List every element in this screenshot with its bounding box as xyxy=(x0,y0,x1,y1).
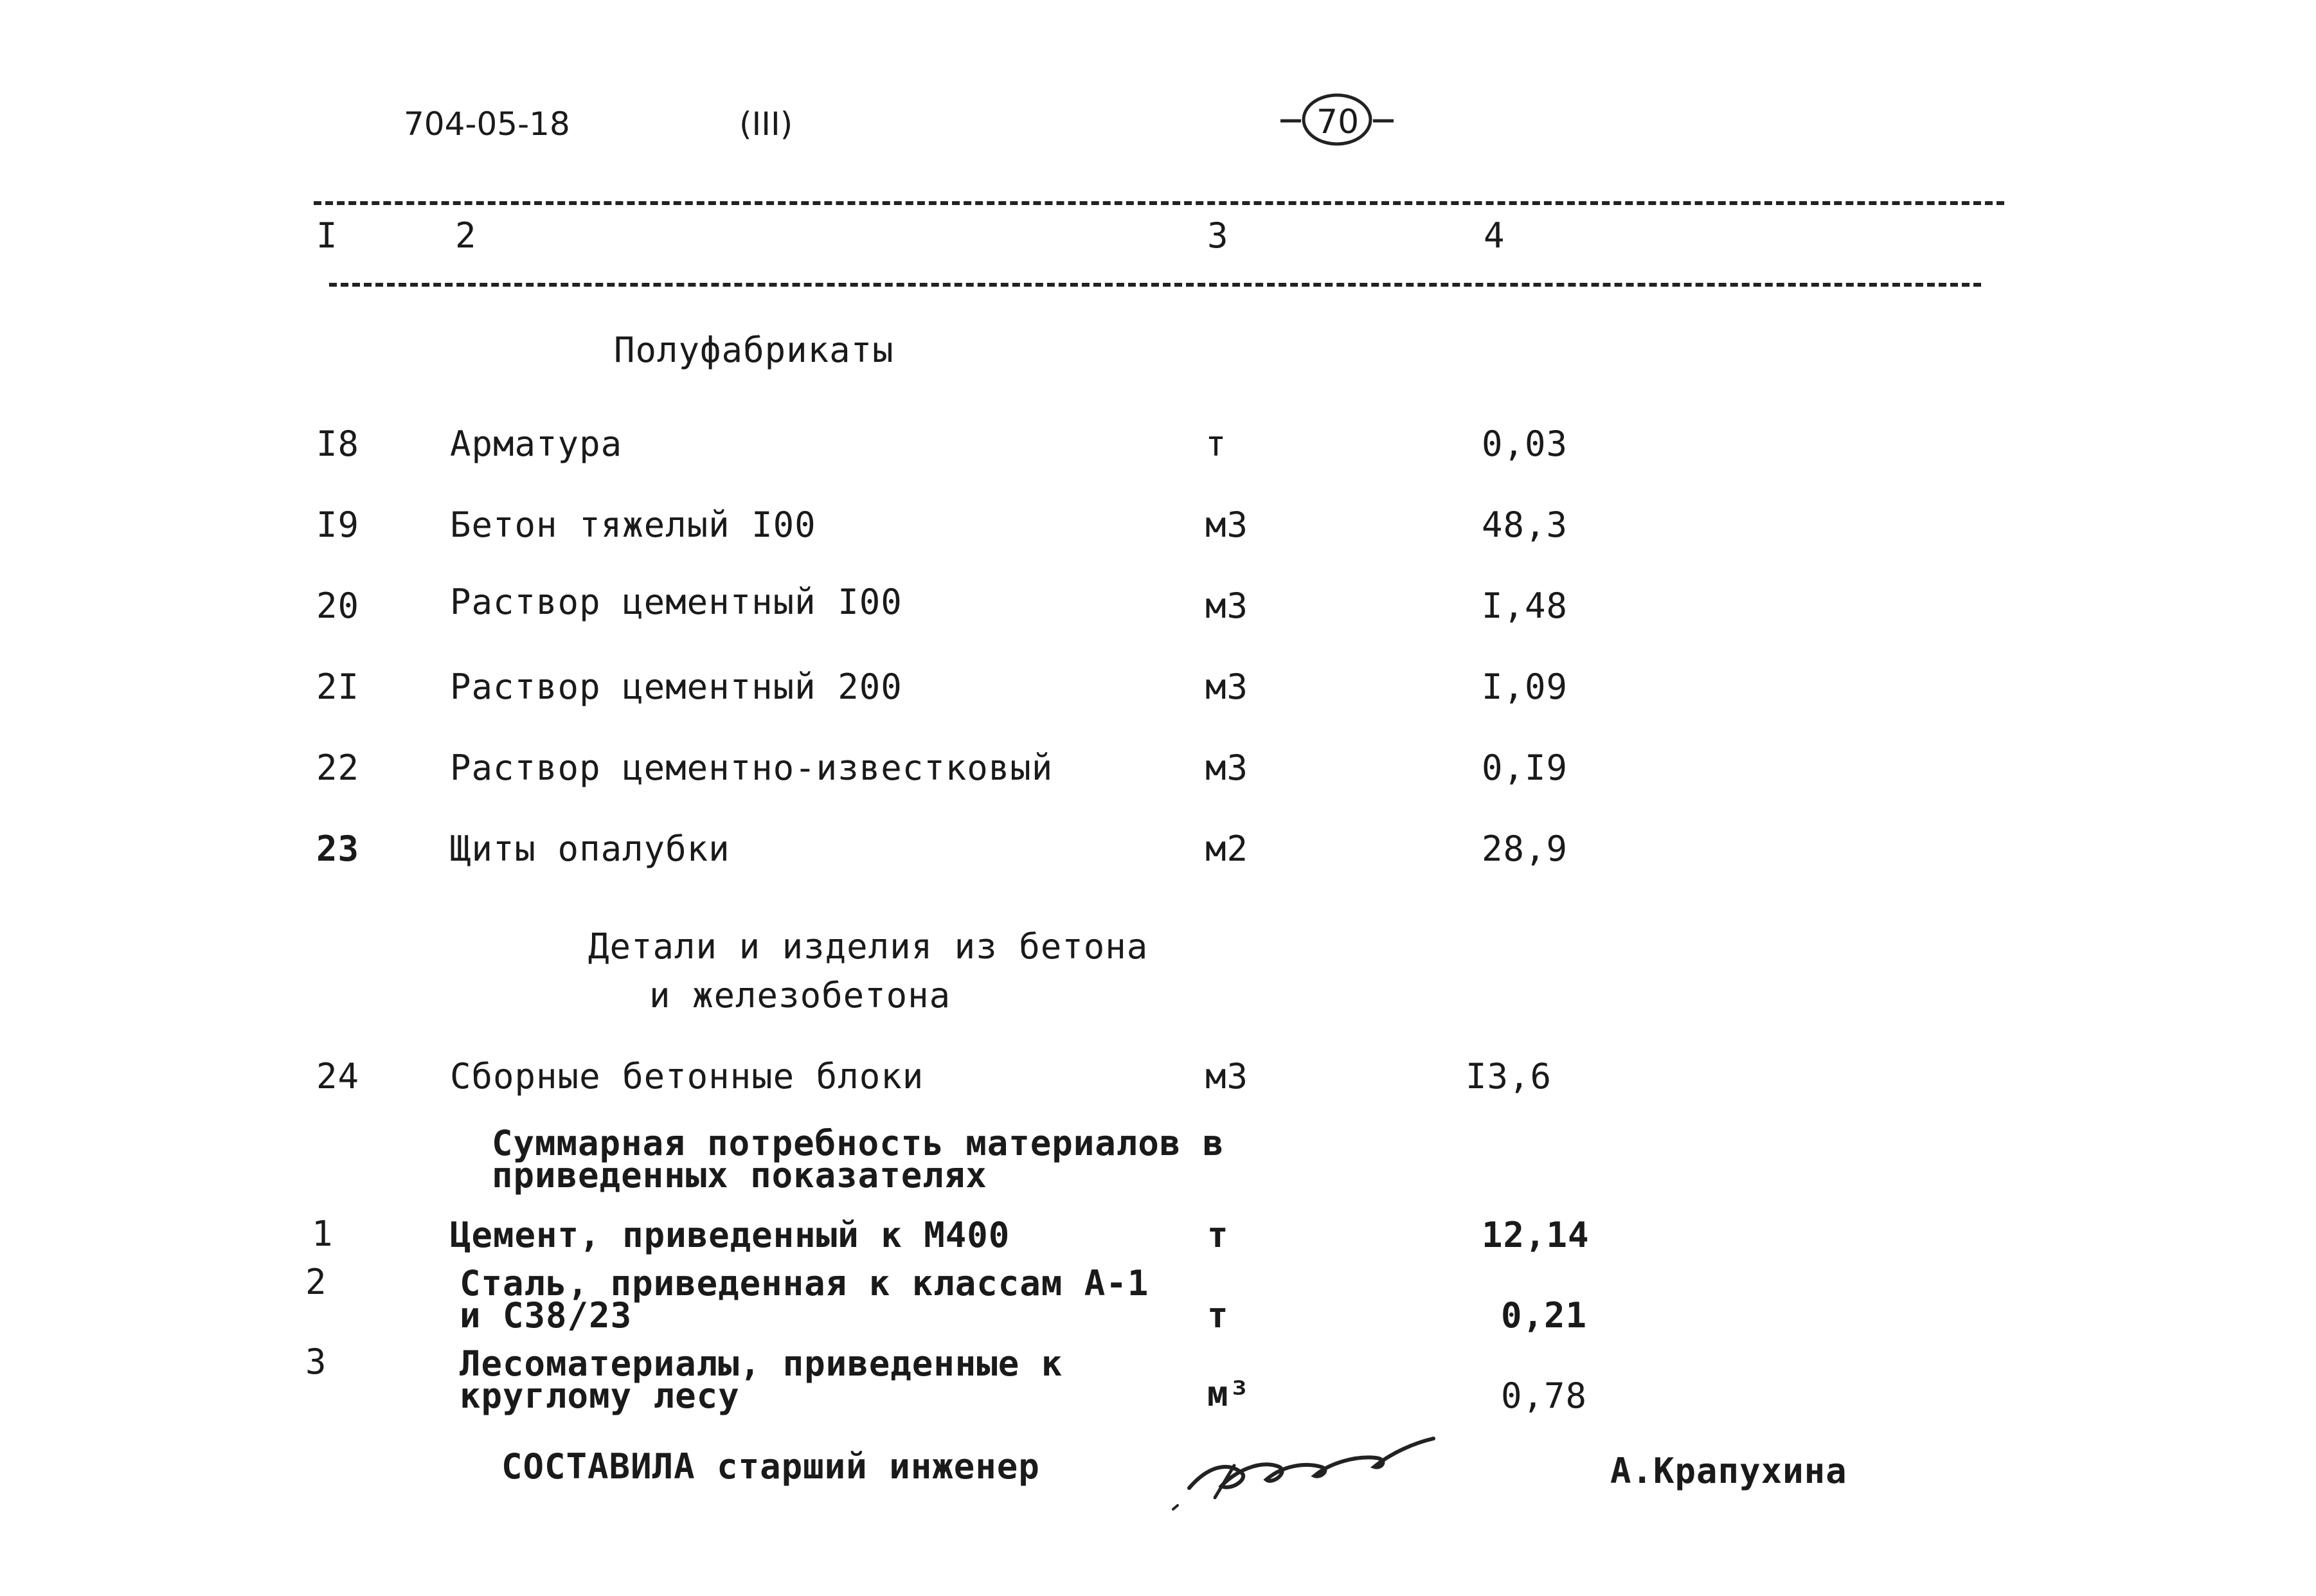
signature-scribble-icon xyxy=(1170,1427,1440,1517)
row-number: 23 xyxy=(316,829,360,869)
summary-row-unit: м³ xyxy=(1207,1374,1251,1414)
summary-row-number: 1 xyxy=(312,1214,334,1254)
summary-row-name-line1: Лесоматериалы, приведенные к xyxy=(460,1343,1063,1384)
summary-row-value: 0,21 xyxy=(1501,1295,1588,1336)
row-number: 2I xyxy=(316,667,360,707)
page-number xyxy=(1279,90,1408,157)
row-value: 48,3 xyxy=(1482,505,1568,545)
row-unit: м3 xyxy=(1205,505,1249,545)
signer-name: А.Крапухина xyxy=(1610,1451,1847,1491)
section-title-concrete-line1: Детали и изделия из бетона xyxy=(588,926,1149,967)
summary-row-unit: т xyxy=(1207,1215,1229,1255)
summary-row-value: 12,14 xyxy=(1482,1215,1590,1255)
header-bottom-rule xyxy=(329,283,1981,287)
row-value: I,09 xyxy=(1482,667,1568,707)
row-unit: м3 xyxy=(1205,1056,1249,1097)
row-value: I,48 xyxy=(1482,586,1568,626)
summary-row-name-line2: круглому лесу xyxy=(460,1376,740,1416)
row-name: Сборные бетонные блоки xyxy=(450,1056,924,1097)
summary-row-value: 0,78 xyxy=(1501,1376,1588,1416)
summary-title-line1: Суммарная потребность материалов в xyxy=(492,1123,1225,1163)
row-name: Арматура xyxy=(450,424,623,464)
row-number: 24 xyxy=(316,1056,360,1097)
row-name: Щиты опалубки xyxy=(450,829,730,869)
summary-row-unit: т xyxy=(1207,1295,1229,1336)
column-header-1: I xyxy=(316,215,338,256)
row-name: Раствор цементный I00 xyxy=(450,582,902,622)
column-header-2: 2 xyxy=(455,215,477,256)
page-number-text: 70 xyxy=(1316,103,1360,141)
row-name: Раствор цементный 200 xyxy=(450,667,902,707)
row-number: 22 xyxy=(316,748,360,788)
summary-row-name-line1: Сталь, приведенная к классам А-1 xyxy=(460,1263,1149,1304)
handwritten-signature xyxy=(1170,1427,1440,1520)
row-unit: м2 xyxy=(1205,829,1249,869)
row-number: I8 xyxy=(316,424,360,464)
section-title-semi-finished: Полуфабрикаты xyxy=(614,330,894,370)
summary-row-number: 3 xyxy=(305,1341,327,1382)
header-top-rule xyxy=(314,201,2004,205)
row-number: I9 xyxy=(316,505,360,545)
row-unit: м3 xyxy=(1205,748,1249,788)
row-value: 0,03 xyxy=(1482,424,1568,464)
summary-row-name-line2: и С38/23 xyxy=(460,1295,633,1336)
summary-title-line2: приведенных показателях xyxy=(492,1155,987,1196)
part-number: (III) xyxy=(739,105,793,143)
compiled-by-label: СОСТАВИЛА старший инженер xyxy=(501,1446,1040,1487)
section-title-concrete-line2: и железобетона xyxy=(649,975,951,1016)
column-header-3: 3 xyxy=(1207,215,1229,256)
document-code: 704-05-18 xyxy=(404,105,570,143)
row-value: I3,6 xyxy=(1466,1056,1552,1097)
row-unit: т xyxy=(1205,424,1227,464)
row-unit: м3 xyxy=(1205,586,1249,626)
summary-row-number: 2 xyxy=(305,1262,327,1302)
row-number: 20 xyxy=(316,586,360,626)
summary-row-name: Цемент, приведенный к М400 xyxy=(450,1215,1010,1255)
row-value: 28,9 xyxy=(1482,829,1568,869)
row-unit: м3 xyxy=(1205,667,1249,707)
row-value: 0,I9 xyxy=(1482,748,1568,788)
column-header-4: 4 xyxy=(1484,215,1505,256)
row-name: Раствор цементно-известковый xyxy=(450,748,1054,788)
row-name: Бетон тяжелый I00 xyxy=(450,505,816,545)
